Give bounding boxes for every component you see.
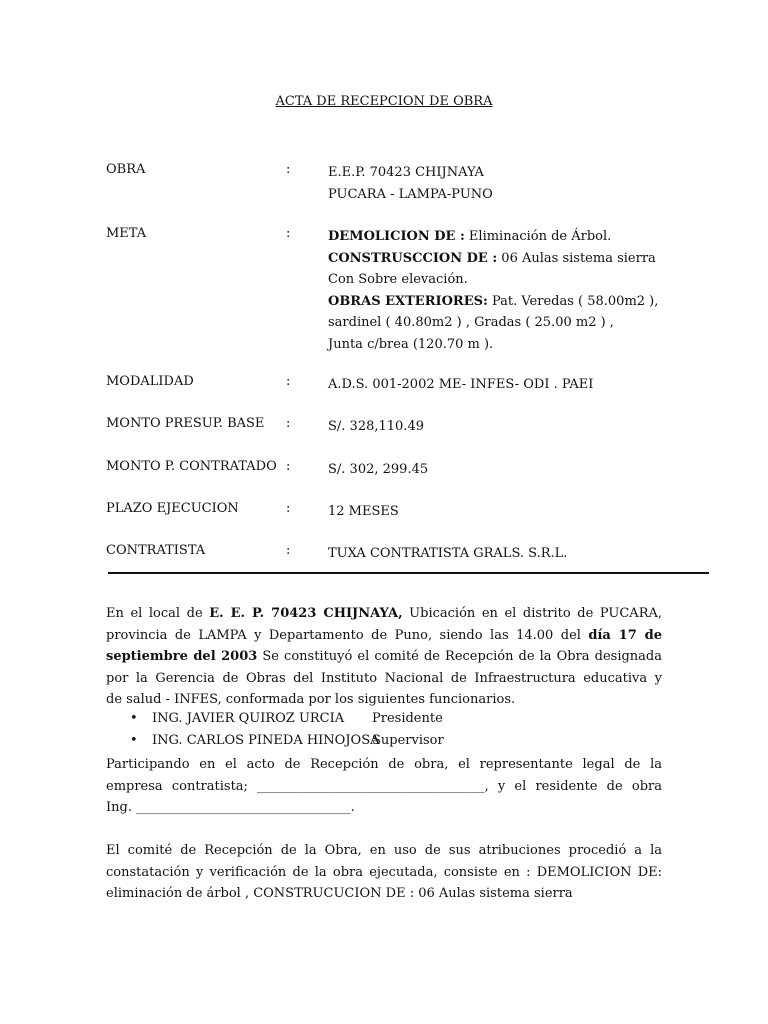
- value-line: Con Sobre elevación.: [328, 272, 468, 287]
- bold-label: OBRAS EXTERIORES:: [328, 293, 488, 309]
- paragraph-line: empresa contratista; ___________________________________, y el residente de obra: [106, 778, 662, 794]
- field-colon: :: [286, 374, 291, 389]
- paragraph-line: Participando en el acto de Recepción de obra, el representante legal de la: [106, 757, 662, 772]
- value-line: 12 MESES: [328, 504, 399, 519]
- value-text: Eliminación de Árbol.: [464, 229, 612, 244]
- paragraph-line: Ing. _________________________________.: [106, 800, 355, 815]
- bold-run: E. E. P. 70423 CHIJNAYA,: [209, 606, 403, 621]
- field-label: CONTRATISTA: [106, 543, 206, 558]
- field-value: [328, 226, 708, 355]
- list-item-member: [130, 711, 443, 726]
- field-label: PLAZO EJECUCION: [106, 501, 239, 516]
- value-line: S/. 302, 299.45: [328, 462, 429, 477]
- list-item-member: [130, 733, 444, 748]
- paragraph-line: [106, 603, 662, 625]
- bold-run: septiembre del 2003: [106, 649, 258, 664]
- value-text: 06 Aulas sistema sierra: [497, 250, 656, 266]
- document-title: ACTA DE RECEPCION DE OBRA: [275, 94, 493, 109]
- member-role: Presidente: [372, 711, 443, 726]
- field-value: [328, 501, 708, 523]
- text-run: provincia de LAMPA y Departamento de Puno, siendo las 14.00 del: [106, 627, 589, 643]
- value-line: sardinel ( 40.80m2 ) , Gradas ( 25.00 m2 ) ,: [328, 315, 614, 330]
- bold-label: DEMOLICION DE :: [328, 229, 465, 244]
- bullet-icon: •: [130, 733, 138, 748]
- value-line: A.D.S. 001-2002 ME- INFES- ODI . PAEI: [328, 377, 594, 392]
- value-line: E.E.P. 70423 CHIJNAYA: [328, 165, 484, 180]
- field-value: [328, 162, 708, 205]
- value-line: [328, 291, 708, 313]
- field-colon: :: [286, 543, 291, 558]
- field-colon: :: [286, 416, 291, 431]
- field-label: META: [106, 226, 147, 241]
- value-line: Junta c/brea (120.70 m ).: [328, 336, 494, 352]
- value-text: Pat. Veredas ( 58.00m2 ),: [487, 293, 659, 309]
- field-label: OBRA: [106, 162, 146, 177]
- bold-run: día 17 de: [588, 627, 662, 643]
- field-value: [328, 416, 708, 438]
- paragraph-line: [106, 646, 662, 668]
- field-colon: :: [286, 226, 291, 241]
- field-value: [328, 374, 708, 396]
- field-colon: :: [286, 501, 291, 516]
- paragraph-line: de salud - INFES, conformada por los siguientes funcionarios.: [106, 692, 516, 707]
- member-name: ING. CARLOS PINEDA HINOJOSA: [152, 733, 380, 748]
- field-colon: :: [286, 162, 291, 177]
- paragraph-line: constatación y verificación de la obra ejecutada, consiste en : DEMOLICION DE:: [106, 864, 662, 880]
- value-line: TUXA CONTRATISTA GRALS. S.R.L.: [328, 546, 568, 561]
- bold-label: CONSTRUSCCION DE :: [328, 250, 498, 266]
- member-name: ING. JAVIER QUIROZ URCIA: [152, 711, 345, 726]
- text-run: Se constituyó el comité de Recepción de la Obra designada: [257, 649, 662, 664]
- paragraph-line: eliminación de árbol , CONSTRUCUCION DE : 06 Aulas sistema sierra: [106, 886, 573, 901]
- field-label: MONTO P. CONTRATADO: [106, 459, 277, 474]
- text-run: En el local de: [106, 606, 210, 621]
- field-value: [328, 543, 708, 565]
- value-line: [328, 226, 708, 248]
- field-label: MONTO PRESUP. BASE: [106, 416, 265, 431]
- bullet-icon: •: [130, 711, 138, 726]
- paragraph-participants: [106, 754, 662, 819]
- paragraph-line: [106, 625, 662, 647]
- value-line: [328, 248, 708, 270]
- paragraph-line: por la Gerencia de Obras del Instituto Nacional de Infraestructura educativa y: [106, 670, 662, 686]
- paragraph-line: El comité de Recepción de la Obra, en uso de sus atribuciones procedió a la: [106, 843, 662, 858]
- field-colon: :: [286, 459, 291, 474]
- member-role: Supervisor: [372, 733, 444, 748]
- value-line: S/. 328,110.49: [328, 419, 424, 434]
- text-run: Ubicación en el distrito de PUCARA,: [402, 606, 663, 621]
- field-value: [328, 459, 708, 481]
- value-line: PUCARA - LAMPA-PUNO: [328, 186, 493, 202]
- field-label: MODALIDAD: [106, 374, 194, 389]
- paragraph-verification: [106, 840, 662, 905]
- section-divider: [108, 572, 709, 574]
- paragraph-intro: [106, 603, 662, 711]
